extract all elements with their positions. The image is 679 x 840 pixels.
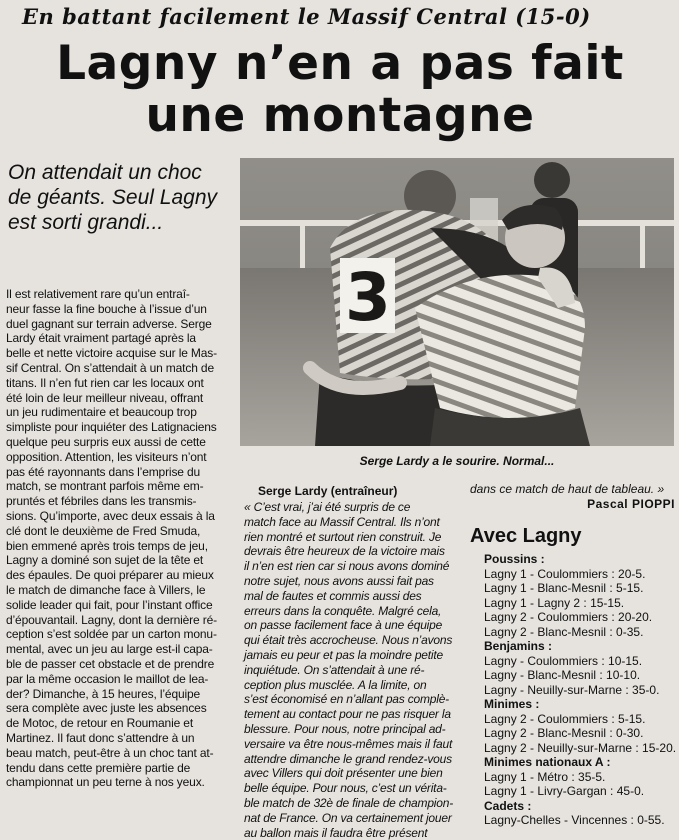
interview-quote: « C’est vrai, j’ai été surpris de ce match face au Massif Central. Ils n’ont rien montré et surtout rien construit. Je devrais être heureux de la victoire mais il n’en est rien car si nous avons dominé notre sujet, nous avons aussi fait pas mal de fautes et commis aussi des erreurs dans la conquête. Malgré cela, on passe facilement face à une équipe qui était très accrocheuse. Nous n’avons jamais eu peur et pas la moindre petite inquiétude. On s’attendait à une ré- ception plus musclée. A la limite, on s’est économisé en n’allant pas complè- tement au contact pour ne pas risquer la blessure. Pour nous, notre principal ad- versaire va être nous-mêmes mais il faut attendre dimanche le grand rendez-vous avec Villers qui doit présenter une bien belle équipe. Pour nous, c’est un vérita- ble match de 32è de finale de champion- nat de France. On va certainement jouer au ballon mais il faudra être présent — [244, 500, 454, 840]
results-list — [470, 552, 675, 828]
result-row: Lagny 2 - Neuilly-sur-Marne : 15-20. — [484, 740, 677, 755]
match-photo — [240, 158, 674, 446]
photo-caption: Serge Lardy a le sourire. Normal... — [359, 454, 555, 468]
result-row: Lagny 1 - Blanc-Mesnil : 5-15. — [484, 581, 644, 595]
headline-line-1: Lagny n’en a pas fait — [56, 36, 624, 91]
result-row: Lagny 2 - Coulommiers : 5-15. — [484, 711, 646, 726]
result-row: Lagny 2 - Blanc-Mesnil : 0-35. — [484, 624, 644, 639]
headline — [40, 38, 640, 142]
results-title: Avec Lagny — [470, 525, 582, 547]
result-row: Lagny-Chelles - Vincennes : 0-55. — [484, 813, 665, 827]
result-row: Lagny 1 - Livry-Gargan : 45-0. — [484, 784, 645, 798]
results-category: Minimes nationaux A : — [484, 755, 611, 769]
result-row: Lagny - Neuilly-sur-Marne : 35-0. — [484, 682, 660, 697]
interview-column — [244, 484, 466, 840]
results-category: Minimes : — [484, 697, 540, 711]
results-category: Cadets : — [484, 798, 532, 813]
results-column — [470, 482, 675, 828]
results-category: Poussins : — [484, 552, 545, 566]
headline-line-2: une montagne — [145, 88, 535, 143]
results-category: Benjamins : — [484, 639, 553, 653]
author-signature: Pascal PIOPPI — [587, 497, 675, 511]
result-row: Lagny - Coulommiers : 10-15. — [484, 653, 643, 668]
result-row: Lagny - Blanc-Mesnil : 10-10. — [484, 668, 641, 682]
interview-continuation: dans ce match de haut de tableau. » — [470, 482, 665, 496]
interview-speaker: Serge Lardy (entraîneur) — [258, 484, 398, 498]
jersey-number: 3 — [345, 259, 391, 336]
result-row: Lagny 1 - Coulommiers : 20-5. — [484, 566, 646, 581]
result-row: Lagny 1 - Lagny 2 : 15-15. — [484, 595, 625, 610]
kicker: En battant facilement le Massif Central (15-0) — [22, 4, 591, 29]
intro-text: On attendait un choc de géants. Seul Lagny est sorti grandi... — [8, 161, 217, 234]
result-row: Lagny 1 - Métro : 35-5. — [484, 769, 606, 784]
result-row: Lagny 2 - Blanc-Mesnil : 0-30. — [484, 726, 644, 740]
article-body: Il est relativement rare qu’un entraî- neur fasse la fine bouche à l’issue d’un duel gagnant sur terrain adverse. Serge Lardy était vraiment partagé après la belle et nette victoire acquise sur le Mas- sif Central. On s’attendait à un match de titans. Il n’en fut rien car les locaux ont été loin de leur meilleur niveau, offrant un jeu rudimentaire et beaucoup trop simpliste pour inquiéter des Latignaciens quelque peu surpris eux aussi de cette opposition. Attention, les visiteurs n’ont pas été rayonnants dans l’emprise du match, se montrant parfois même em- pruntés et fébriles dans les transmis- sions. Qu’importe, avec deux essais à la clé dont le deuxième de Fred Smuda, bien emmené après trois temps de jeu, Lagny a dominé son sujet de la tête et des épaules. De quoi préparer au mieux le match de dimanche face à Villers, le solide leader qui fait, pour l’instant office d’épouvantail. Lagny, dont la dernière ré- ception s’est soldée par un carton monu- mental, avec un jeu au large est-il capa- ble de passer cet obstacle et de prendre par la même occasion le maillot de lea- der? Dimanche, à 15 heures, l’équipe sera complète avec juste les absences de Motoc, de retour en Roumanie et Martinez. Il faut donc s’attendre à un beau match, peut-être à un choc tant at- tendu dans cette première partie de championnat un peu terne à nos yeux. — [6, 287, 217, 790]
photo-image — [240, 158, 674, 446]
result-row: Lagny 2 - Coulommiers : 20-20. — [484, 610, 653, 624]
